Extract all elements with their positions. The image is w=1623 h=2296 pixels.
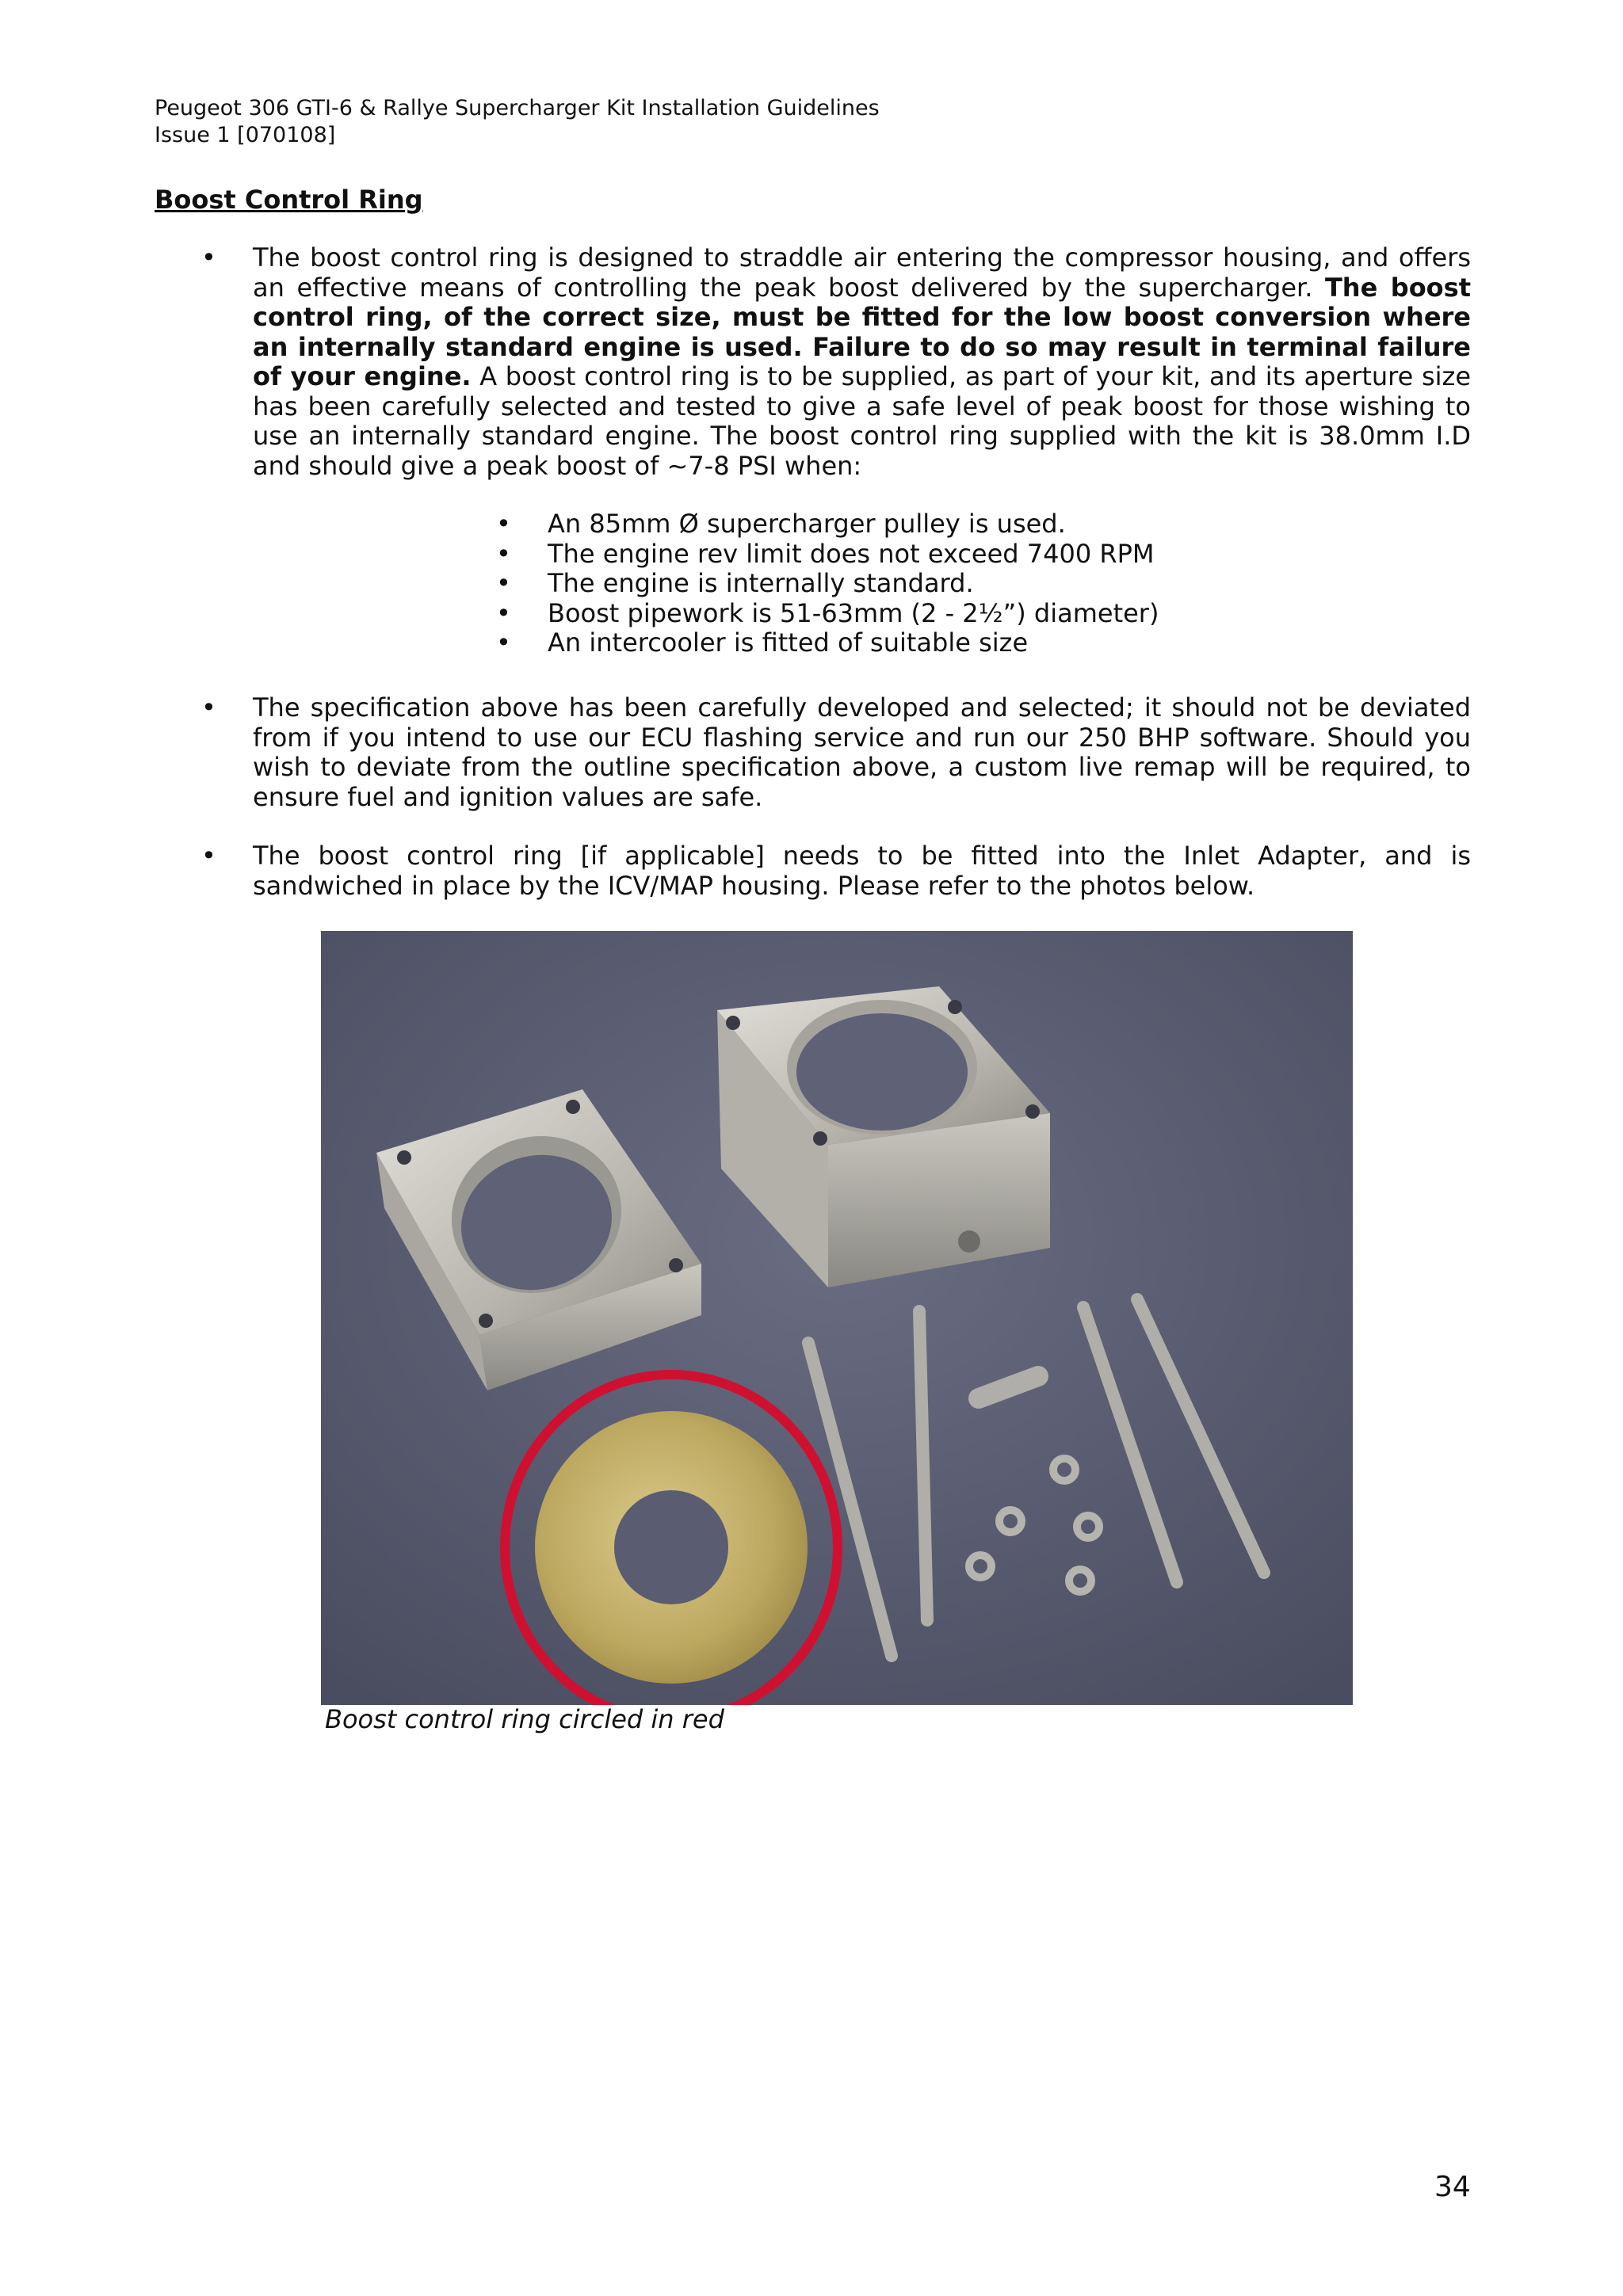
bullet-1-warning: The boost control ring, of the correct size, must be fitted for the low boost conversion where an internally standard engine is used. Failure to do so may result in terminal failure of your engine. xyxy=(253,272,1472,391)
header-title: Peugeot 306 GTI-6 & Rallye Supercharger Kit Installation Guidelines xyxy=(155,96,880,120)
parts-photo xyxy=(321,931,1353,1705)
page-number: 34 xyxy=(1434,2171,1471,2203)
bullet-1-text-a: The boost control ring is designed to straddle air entering the compressor housing, and offers an effective means of controlling the peak boost delivered by the supercharger. xyxy=(253,242,1471,303)
boost-control-ring xyxy=(535,1411,808,1684)
parts-photo-illustration xyxy=(321,931,1353,1705)
bullet-marker: • xyxy=(201,692,216,723)
bullet-paragraph-1 xyxy=(253,243,1471,481)
bullet-marker: • xyxy=(496,538,511,569)
bullet-marker: • xyxy=(201,841,216,871)
bullet-marker: • xyxy=(496,509,511,539)
document-header xyxy=(155,95,880,149)
bullet-marker: • xyxy=(201,242,216,273)
bullet-marker: • xyxy=(496,627,511,658)
bullet-paragraph-2: The specification above has been carefully developed and selected; it should not be deviated from if you intend to use our ECU flashing service and run our 250 BHP software. Should you wish to deviate from the outline specification above, a custom live remap will be required, to ensure fuel and ignition values are safe. xyxy=(253,692,1471,812)
header-issue: Issue 1 [070108] xyxy=(155,123,336,147)
section-heading: Boost Control Ring xyxy=(155,185,423,215)
bullet-marker: • xyxy=(496,568,511,598)
bullet-marker: • xyxy=(496,597,511,628)
bullet-paragraph-3: The boost control ring [if applicable] needs to be fitted into the Inlet Adapter, and is sandwiched in place by the ICV/MAP housing. Please refer to the photos below. xyxy=(253,841,1471,901)
photo-caption: Boost control ring circled in red xyxy=(325,1704,724,1734)
bullet-1-text-b: A boost control ring is to be supplied, as part of your kit, and its aperture size has been carefully selected and tested to give a safe level of peak boost for those wishing to use an internally standard engine. The boost control ring supplied with the kit is 38.0mm I.D and should give a peak boost of ~7-8 PSI when: xyxy=(253,361,1472,481)
